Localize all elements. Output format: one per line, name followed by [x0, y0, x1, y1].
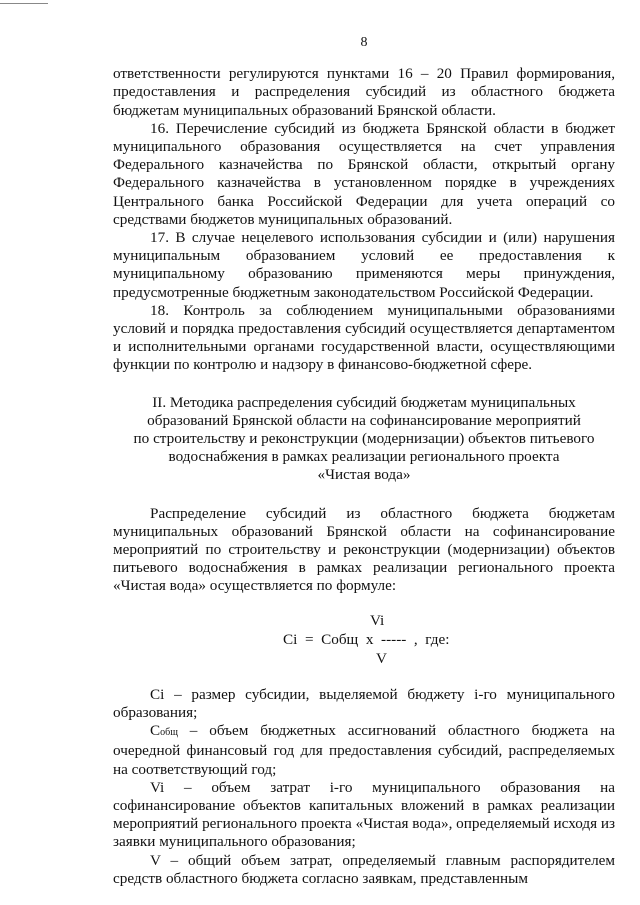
definition-v — [113, 852, 615, 888]
definition-text: – объем бюджетных ассигнований областного бюджета на очередной финансовый год для предоставления субсидий, распределяемых на соответствующий год; — [113, 722, 615, 778]
paragraph-17: 17. В случае нецелевого использования субсидии и (или) нарушения муниципальным образованием условий ее предоставления к муниципальному образованию применяются меры принуждения, предусмотренные бюджетным законодательством Российской Федерации. — [113, 229, 615, 301]
scan-corner-mark — [0, 3, 48, 4]
definition-term: Ci — [150, 685, 165, 703]
definition-ci — [113, 686, 615, 722]
page-number: 8 — [360, 35, 368, 50]
paragraph-16: 16. Перечисление субсидий из бюджета Брянской области в бюджет муниципального образования осуществляется на счет управления Федерального казначейства по Брянской области, открытый органу Федерального казначейства в установленном порядке в учреждениях Центрального банка Российской Федерации для учета операций со средствами бюджетов муниципальных образований. — [113, 119, 615, 228]
section-title-line: «Чистая вода» — [317, 466, 411, 484]
definition-term: C — [150, 722, 161, 740]
document-page — [113, 34, 615, 888]
section-title-line: по строительству и реконструкции (модернизации) объектов питьевого — [133, 430, 595, 448]
definition-term: Vi — [150, 778, 165, 796]
definition-term: V — [150, 851, 161, 869]
section-title-line: образований Брянской области на софинансирование мероприятий — [147, 411, 581, 429]
section-title — [113, 394, 615, 485]
formula-numerator: Vi — [370, 611, 385, 629]
paragraph-continuation: ответственности регулируются пунктами 16 – 20 Правил формирования, предоставления и распределения субсидий из областного бюджета бюджетам муниципальных образований Брянской области. — [113, 65, 615, 119]
definition-text: – размер субсидии, выделяемой бюджету i-го муниципального образования; — [113, 685, 615, 721]
definition-term-subscript: общ — [160, 727, 178, 739]
formula-denominator: V — [376, 649, 387, 667]
definition-vi — [113, 779, 615, 852]
definition-text: – общий объем затрат, определяемый главным распорядителем средств областного бюджета согласно заявкам, представленным — [113, 851, 615, 887]
formula-main-line: Ci = Cобщ x ----- , где: — [283, 630, 450, 648]
paragraph-18: 18. Контроль за соблюдением муниципальными образованиями условий и порядка предоставления субсидий осуществляется департаментом и исполнительными органами государственной власти, осуществляющими функции по контролю и надзору в финансово-бюджетной сфере. — [113, 301, 615, 374]
section-intro: Распределение субсидий из областного бюджета бюджетам муниципальных образований Брянской области на софинансирование мероприятий по строительству и реконструкции (модернизации) объектов питьевого водоснабжения в рамках реализации регионального проекта «Чистая вода» осуществляется по формуле: — [113, 504, 615, 595]
distribution-formula — [113, 612, 615, 676]
definition-text: – объем затрат i-го муниципального образования на софинансирование объектов капитальных вложений в рамках реализации мероприятий регионального проекта «Чистая вода», определяемый исходя из заявки муниципального образования; — [113, 778, 616, 851]
section-title-line: II. Методика распределения субсидий бюджетам муниципальных — [152, 393, 576, 411]
definition-cobshch — [113, 722, 615, 779]
section-title-line: водоснабжения в рамках реализации регионального проекта — [168, 448, 560, 466]
